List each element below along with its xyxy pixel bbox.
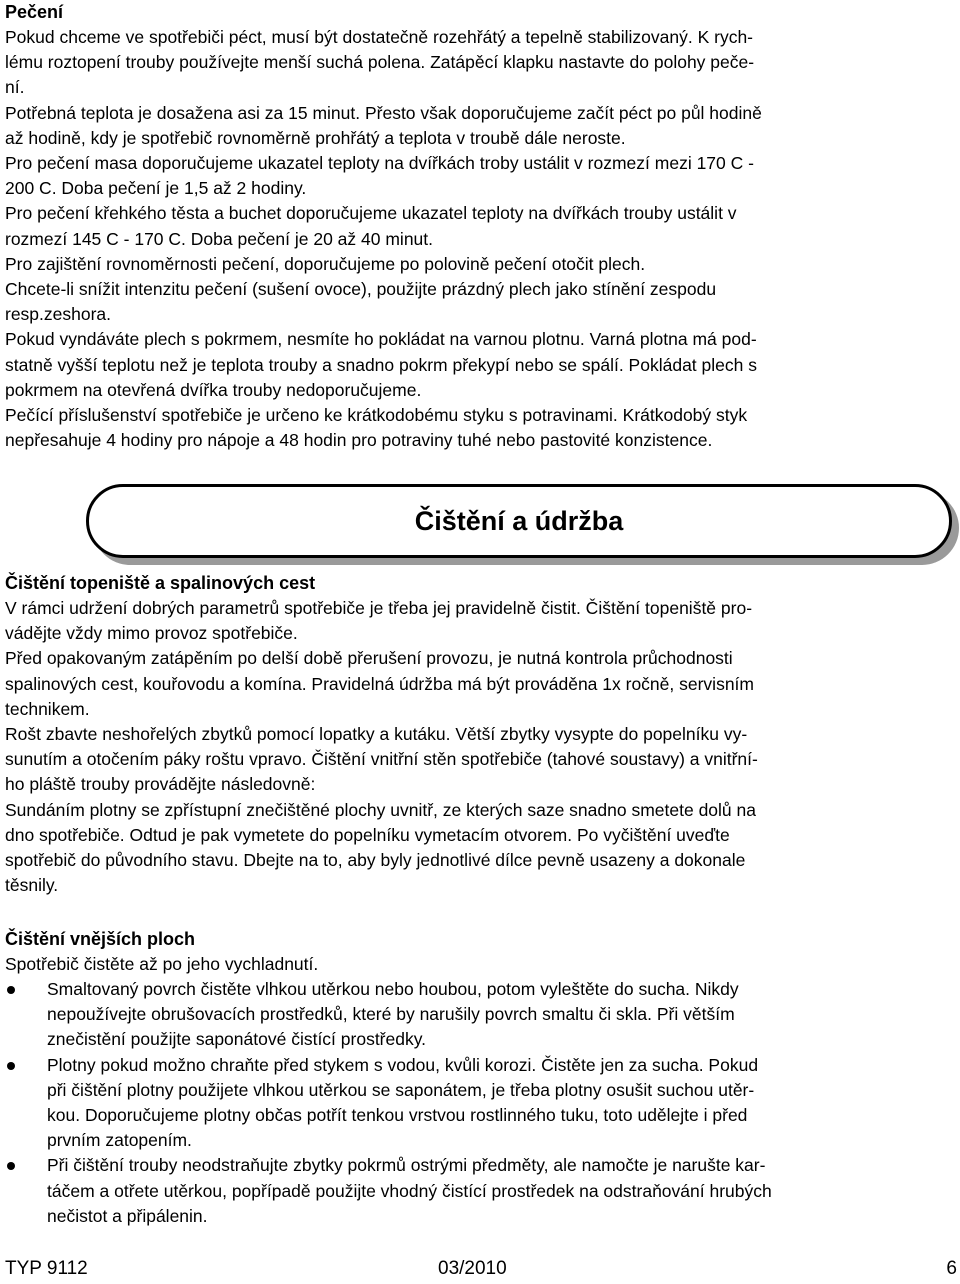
footer-page-number: 6 — [946, 1258, 957, 1279]
text-line: Pokud vyndáváte plech s pokrmem, nesmíte ho pokládat na varnou plotnu. Varná plotna má pod- — [5, 329, 757, 350]
text-line: až hodině, kdy je spotřebič rovnoměrně prohřátý a teplota v troubě dále neroste. — [5, 127, 626, 148]
text-line: kou. Doporučujeme plotny občas potřít tenkou vrstvou rostlinného tuku, toto udělejte i před — [47, 1105, 748, 1126]
paragraph — [5, 151, 957, 201]
text-line: Pokud chceme ve spotřebiči péct, musí být dostatečně rozehřátý a tepelně stabilizovaný. K rych- — [5, 27, 754, 47]
bullet-item — [5, 1153, 957, 1229]
footer-model: TYP 9112 — [5, 1258, 88, 1279]
text-line: Pro pečení masa doporučujeme ukazatel teploty na dvířkách troby ustálit v rozmezí mezi 170 C - — [5, 153, 754, 174]
section-topeniste — [5, 571, 957, 898]
text-line: táčem a otřete utěrkou, popřípadě použijte vhodný čistící prostředek na odstraňování hrubých — [47, 1180, 772, 1201]
paragraph — [5, 327, 957, 403]
paragraph — [5, 101, 957, 151]
paragraph — [5, 277, 957, 327]
paragraph — [5, 252, 957, 277]
text-line: Pečící příslušenství spotřebiče je určeno ke krátkodobému styku s potravinami. Krátkodobý styk — [5, 405, 748, 426]
paragraph — [5, 25, 957, 101]
paragraph — [5, 403, 957, 453]
text-line: Pro zajištění rovnoměrnosti pečení, doporučujeme po polovině pečení otočit plech. — [5, 253, 646, 274]
text-line: technikem. — [5, 698, 90, 719]
chapter-banner — [86, 484, 958, 564]
section-peceni — [5, 0, 957, 453]
text-line: 200 C. Doba pečení je 1,5 až 2 hodiny. — [5, 178, 307, 199]
vnejsi-intro — [5, 952, 957, 977]
text-line: statně vyšší teplotu než je teplota trouby a snadno pokrm překypí nebo se spálí. Pokládat plech s — [5, 354, 757, 375]
bullet-item — [5, 977, 957, 1053]
text-line: těsnily. — [5, 875, 59, 896]
text-line: rozmezí 145 C - 170 C. Doba pečení je 20 až 40 minut. — [5, 228, 434, 249]
section-heading-peceni: Pečení — [5, 2, 64, 22]
text-line: prvním zatopením. — [47, 1130, 192, 1151]
text-line: spalinových cest, kouřovodu a komína. Pravidelná údržba má být prováděna 1x ročně, servisním — [5, 673, 754, 694]
text-line: resp.zeshora. — [5, 304, 112, 325]
text-line: ní. — [5, 77, 25, 98]
paragraph — [5, 798, 957, 899]
bullet-icon — [7, 986, 15, 994]
topeniste-paragraphs — [5, 596, 957, 898]
paragraph — [5, 596, 957, 646]
text-line: Pro pečení křehkého těsta a buchet doporučujeme ukazatel teploty na dvířkách trouby ustálit v — [5, 203, 737, 224]
chapter-title: Čištění a údržba — [414, 505, 624, 536]
text-line: V rámci udržení dobrých parametrů spotřebiče je třeba jej pravidelně čistit. Čištění topeniště pro- — [5, 598, 753, 618]
paragraph — [5, 722, 957, 798]
text-line: Rošt zbavte neshořelých zbytků pomocí lopatky a kutáku. Větší zbytky vysypte do popelníku vy- — [5, 724, 748, 745]
section-heading-vnejsi: Čištění vnějších ploch — [5, 929, 196, 949]
text-line: Před opakovaným zatápěním po delší době přerušení provozu, je nutná kontrola průchodnosti — [5, 648, 733, 669]
text-line: nepoužívejte obrušovacích prostředků, které by narušily povrch smaltu či skla. Při větším — [47, 1004, 735, 1025]
text-line: lému roztopení trouby používejte menší suchá polena. Zatápěcí klapku nastavte do polohy peče- — [5, 52, 755, 73]
text-line: nepřesahuje 4 hodiny pro nápoje a 48 hodin pro potraviny tuhé nebo pastovité konzistence. — [5, 430, 713, 451]
text-line: sunutím a otočením páky roštu vpravo. Čištění vnitřní stěn spotřebiče (tahové soustavy) a vnitřní- — [5, 749, 758, 770]
text-line: Potřebná teplota je dosažena asi za 15 minut. Přesto však doporučujeme začít péct po půl hodině — [5, 102, 762, 123]
section-vnejsi — [5, 927, 957, 977]
text-line: Plotny pokud možno chraňte před stykem s vodou, kvůli korozi. Čistěte jen za sucha. Pokud — [47, 1054, 759, 1075]
page-footer — [5, 1258, 957, 1284]
text-line: Smaltovaný povrch čistěte vlhkou utěrkou nebo houbou, potom vyleštěte do sucha. Nikdy — [47, 979, 739, 999]
text-line: Při čištění trouby neodstraňujte zbytky pokrmů ostrými předměty, ale namočte je narušte kar- — [47, 1155, 766, 1176]
text-line: spotřebič do původního stavu. Dbejte na to, aby byly jednotlivé dílce pevně usazeny a dokonale — [5, 850, 746, 871]
paragraph — [5, 201, 957, 251]
text-line: Sundáním plotny se zpřístupní znečištěné plochy uvnitř, ze kterých saze snadno smetete dolů na — [5, 799, 756, 820]
section-heading-topeniste: Čištění topeniště a spalinových cest — [5, 573, 316, 593]
text-line: znečistění použijte saponátové čistící prostředky. — [47, 1029, 427, 1050]
text-line: Chcete-li snížit intenzitu pečení (sušení ovoce), použijte prázdný plech jako stínění zespodu — [5, 279, 717, 300]
text-line: při čištění plotny použijete vlhkou utěrkou se saponátem, je třeba plotny osušit suchou utěr- — [47, 1079, 755, 1100]
paragraph — [5, 646, 957, 722]
bullet-item — [5, 1053, 957, 1154]
peceni-paragraphs — [5, 25, 957, 453]
text-line: vádějte vždy mimo provoz spotřebiče. — [5, 623, 298, 644]
bullet-list — [5, 977, 957, 1229]
bullet-icon — [7, 1062, 15, 1070]
text-line: Spotřebič čistěte až po jeho vychladnutí. — [5, 954, 319, 974]
footer-date: 03/2010 — [438, 1258, 507, 1279]
text-line: pokrmem na otevřená dvířka trouby nedoporučujeme. — [5, 379, 422, 400]
text-line: nečistot a připálenin. — [47, 1205, 208, 1226]
bullet-icon — [7, 1162, 15, 1170]
text-line: dno spotřebiče. Odtud je pak vymetete do popelníku vymetacím otvorem. Po vyčištění uveďte — [5, 824, 730, 845]
text-line: ho pláště trouby provádějte následovně: — [5, 774, 316, 795]
